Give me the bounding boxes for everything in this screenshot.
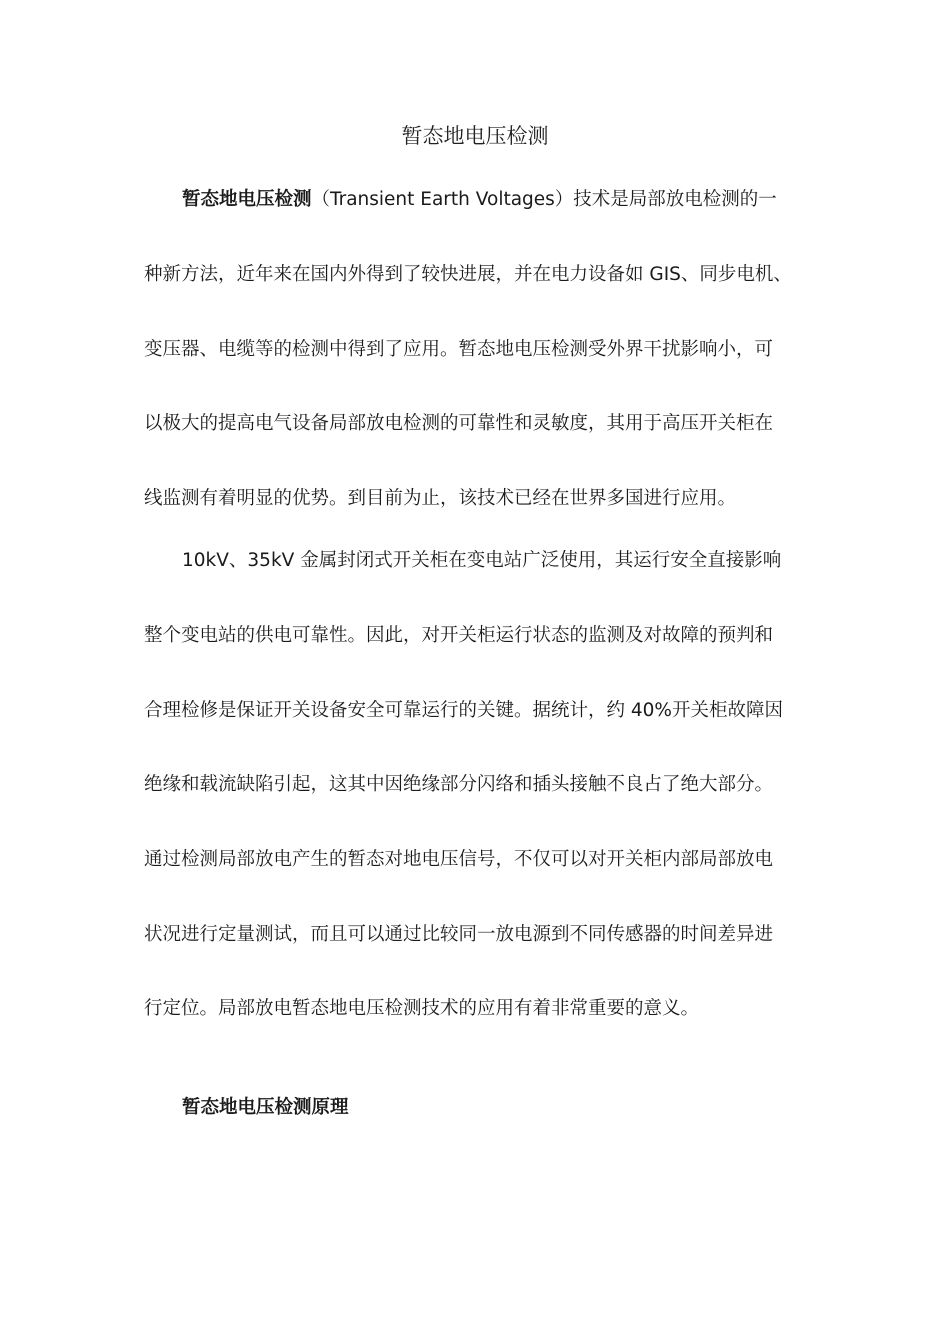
paragraph-2-line-7: 行定位。局部放电暂态地电压检测技术的应用有着非常重要的意义。 (144, 998, 700, 1019)
paragraph-1-lead-text: （Transient Earth Voltages）技术是局部放电检测的一 (311, 189, 777, 210)
paragraph-1-line-3: 变压器、电缆等的检测中得到了应用。暂态地电压检测受外界干扰影响小，可 (144, 339, 774, 360)
paragraph-2-line-6: 状况进行定量测试，而且可以通过比较同一放电源到不同传感器的时间差异进 (144, 924, 774, 945)
paragraph-2-line-2: 整个变电站的供电可靠性。因此，对开关柜运行状态的监测及对故障的预判和 (144, 625, 774, 646)
paragraph-1-bold-term: 暂态地电压检测 (182, 189, 312, 210)
section-heading: 暂态地电压检测原理 (182, 1097, 349, 1118)
document-title: 暂态地电压检测 (401, 124, 549, 148)
paragraph-2-line-1: 10kV、35kV 金属封闭式开关柜在变电站广泛使用，其运行安全直接影响 (182, 550, 782, 571)
paragraph-2-line-5: 通过检测局部放电产生的暂态对地电压信号，不仅可以对开关柜内部局部放电 (144, 849, 774, 870)
paragraph-2-line-4: 绝缘和载流缺陷引起，这其中因绝缘部分闪络和插头接触不良占了绝大部分。 (144, 774, 774, 795)
paragraph-2-line-3: 合理检修是保证开关设备安全可靠运行的关键。据统计，约 40%开关柜故障因 (144, 700, 784, 721)
paragraph-1-line-1 (182, 186, 804, 214)
paragraph-1-line-2: 种新方法，近年来在国内外得到了较快进展，并在电力设备如 GIS、同步电机、 (144, 264, 792, 285)
paragraph-1-line-5: 线监测有着明显的优势。到目前为止，该技术已经在世界多国进行应用。 (144, 488, 737, 509)
paragraph-1-line-4: 以极大的提高电气设备局部放电检测的可靠性和灵敏度，其用于高压开关柜在 (144, 413, 774, 434)
